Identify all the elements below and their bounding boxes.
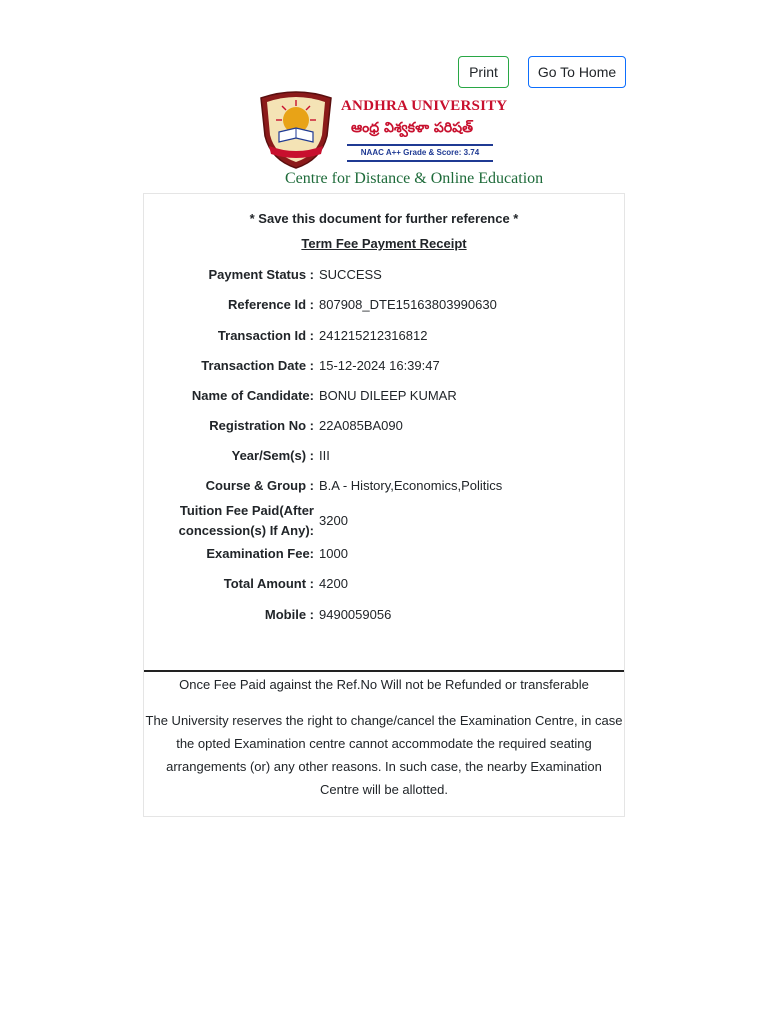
university-name: ANDHRA UNIVERSITY bbox=[341, 98, 508, 114]
refund-note: Once Fee Paid against the Ref.No Will not be Refunded or transferable bbox=[179, 677, 589, 692]
field-label: Transaction Id : bbox=[217, 328, 314, 343]
receipt-title: Term Fee Payment Receipt bbox=[301, 236, 467, 251]
receipt-card bbox=[143, 193, 625, 817]
field-value: 241215212316812 bbox=[319, 328, 428, 343]
field-value: III bbox=[319, 448, 330, 463]
field-label: Total Amount : bbox=[223, 576, 314, 591]
field-label: Year/Sem(s) : bbox=[231, 448, 314, 463]
field-label: Name of Candidate: bbox=[191, 388, 314, 403]
field-value: 807908_DTE15163803990630 bbox=[319, 297, 497, 312]
centre-name: Centre for Distance & Online Education bbox=[285, 170, 544, 187]
field-value: 4200 bbox=[319, 576, 348, 591]
field-label: Mobile : bbox=[264, 607, 314, 622]
field-value: 3200 bbox=[319, 513, 348, 528]
field-label: Transaction Date : bbox=[201, 358, 314, 373]
field-value: SUCCESS bbox=[319, 267, 382, 282]
field-label: Course & Group : bbox=[205, 478, 314, 493]
field-label-line1: Tuition Fee Paid(After bbox=[179, 503, 314, 518]
field-label-line2: concession(s) If Any): bbox=[178, 523, 314, 538]
university-name-telugu: ఆంధ్ర విశ్వకళా పరిషత్ bbox=[351, 120, 474, 136]
field-value: B.A - History,Economics,Politics bbox=[319, 478, 503, 493]
field-value: 1000 bbox=[319, 546, 348, 561]
field-value: 15-12-2024 16:39:47 bbox=[319, 358, 440, 373]
university-emblem-logo bbox=[255, 90, 337, 170]
field-label: Registration No : bbox=[209, 418, 314, 433]
field-label: Payment Status : bbox=[208, 267, 314, 282]
field-value: BONU DILEEP KUMAR bbox=[319, 388, 457, 403]
field-value: 9490059056 bbox=[319, 607, 392, 622]
field-value: 22A085BA090 bbox=[319, 418, 403, 433]
go-to-home-button[interactable]: Go To Home bbox=[528, 56, 626, 88]
field-label: Examination Fee: bbox=[206, 546, 314, 561]
university-note: The University reserves the right to change/cancel the Examination Centre, in case the opted Examination centre cannot accommodate the required seating arrangements (or) any other reasons. In such case, the nearby Examination Centre will be allotted. bbox=[145, 713, 623, 797]
field-label: Reference Id : bbox=[228, 297, 314, 312]
naac-grade-badge: NAAC A++ Grade & Score: 3.74 bbox=[347, 144, 493, 162]
divider bbox=[144, 670, 624, 672]
university-header bbox=[255, 90, 544, 192]
save-note: * Save this document for further reference * bbox=[249, 211, 519, 226]
print-button[interactable]: Print bbox=[458, 56, 509, 88]
